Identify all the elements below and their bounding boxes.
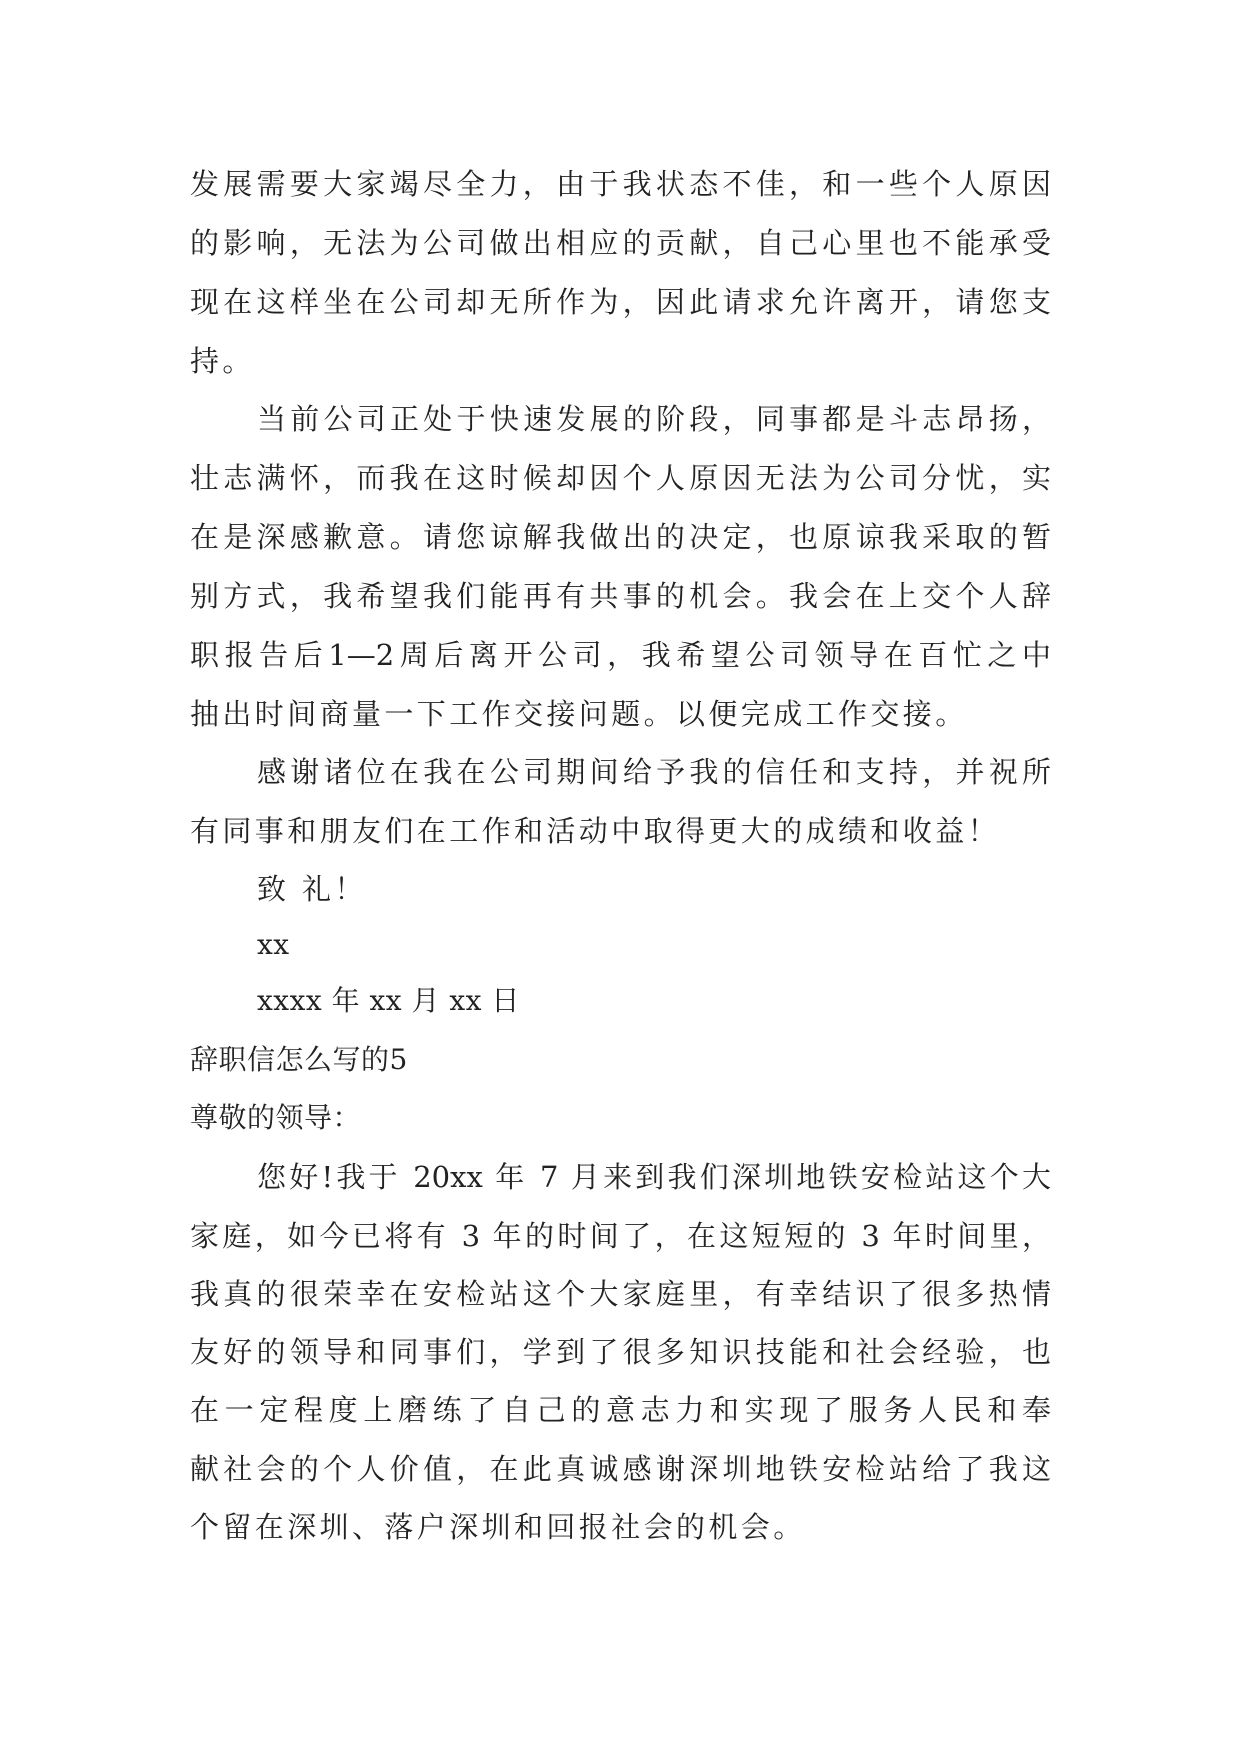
paragraph-line: 职报告后1—2周后离开公司，我希望公司领导在百忙之中 [190,638,1051,672]
paragraph-line: 壮志满怀，而我在这时候却因个人原因无法为公司分忧，实 [190,461,1051,495]
paragraph-line: 别方式，我希望我们能再有共事的机会。我会在上交个人辞 [190,579,1051,613]
letter-greeting: 尊敬的领导： [190,1101,362,1134]
paragraph-line: 您好!我于 20xx 年 7 月来到我们深圳地铁安检站这个大 [257,1160,1051,1194]
paragraph-line: 我真的很荣幸在安检站这个大家庭里，有幸结识了很多热情 [190,1277,1051,1311]
paragraph-line: 友好的领导和同事们，学到了很多知识技能和社会经验，也 [190,1335,1051,1369]
paragraph-line: 持。 [190,344,255,378]
signature-name: xx [257,928,290,961]
paragraph-line: 献社会的个人价值，在此真诚感谢深圳地铁安检站给了我这 [190,1452,1051,1486]
paragraph-line: 有同事和朋友们在工作和活动中取得更大的成绩和收益！ [190,814,1001,848]
paragraph-line: 感谢诸位在我在公司期间给予我的信任和支持，并祝所 [257,755,1051,789]
paragraph-line: 现在这样坐在公司却无所作为，因此请求允许离开，请您支 [190,285,1051,319]
section-heading: 辞职信怎么写的5 [190,1043,408,1076]
paragraph-line: 在是深感歉意。请您谅解我做出的决定，也原谅我采取的暂 [190,520,1051,554]
paragraph-line: 当前公司正处于快速发展的阶段，同事都是斗志昂扬， [257,402,1051,436]
paragraph-line: 个留在深圳、落户深圳和回报社会的机会。 [190,1510,806,1544]
paragraph-line: 的影响，无法为公司做出相应的贡献，自己心里也不能承受 [190,226,1051,260]
signature-date: xxxx 年 xx 月 xx 日 [257,984,520,1017]
paragraph-line: 家庭，如今已将有 3 年的时间了，在这短短的 3 年时间里， [190,1219,1051,1253]
closing-salutation: 致 礼！ [257,872,367,906]
paragraph-line: 在一定程度上磨练了自己的意志力和实现了服务人民和奉 [190,1393,1051,1427]
paragraph-line: 抽出时间商量一下工作交接问题。以便完成工作交接。 [190,697,968,731]
paragraph-line: 发展需要大家竭尽全力，由于我状态不佳，和一些个人原因 [190,167,1051,201]
